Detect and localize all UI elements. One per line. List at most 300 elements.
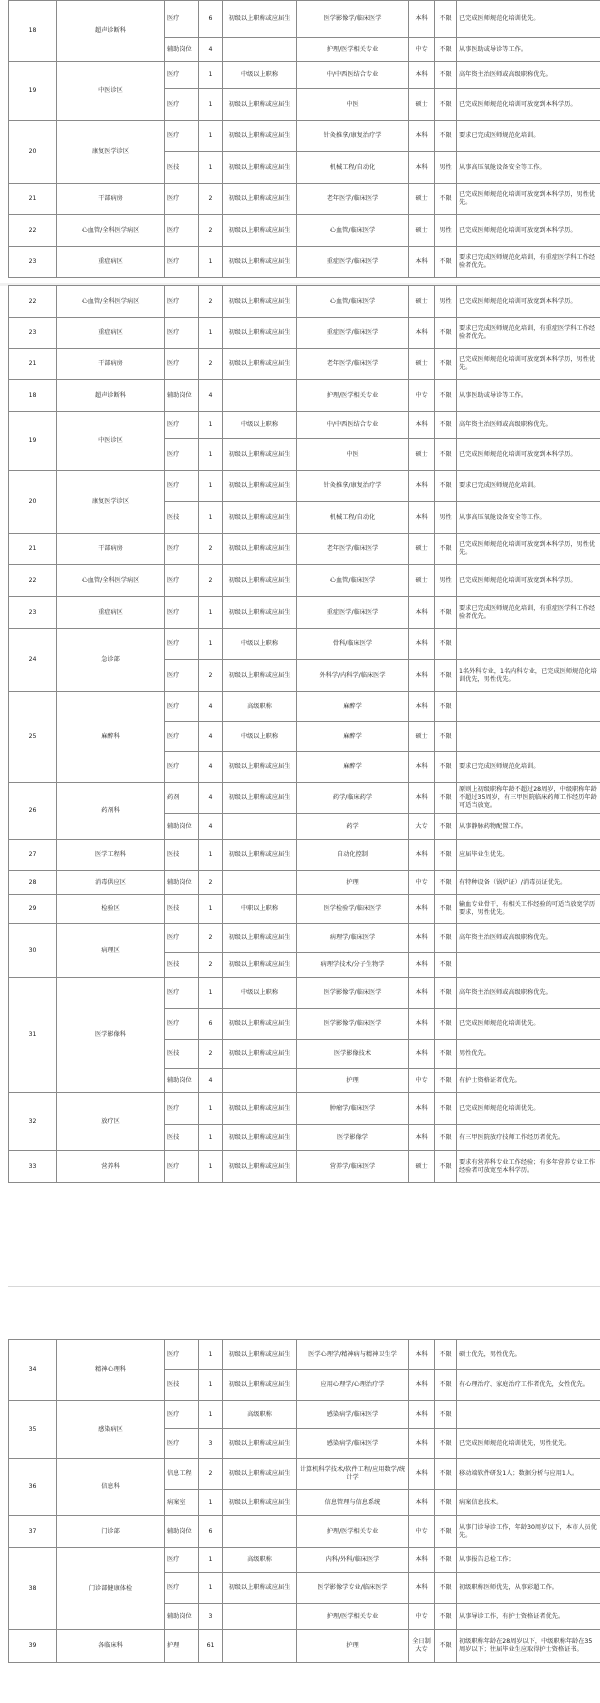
department-cell: 重症病区 [57,318,165,349]
gender-cell: 不限 [435,318,457,349]
major-cell: 外科学/内科学/临床医学 [297,660,409,692]
table-row [9,978,600,1009]
title-requirement-cell [223,814,297,840]
gender-cell: 不限 [435,1040,457,1069]
table-row [9,1630,600,1663]
major-cell: 医学影像学/临床医学 [297,1,409,38]
post-type-cell: 医技 [165,152,199,184]
post-type-cell: 医技 [165,840,199,871]
gender-cell: 不限 [435,1429,457,1459]
post-type-cell: 医疗 [165,1548,199,1573]
education-cell: 本科 [409,660,435,692]
gender-cell: 不限 [435,349,457,380]
table-row [9,184,600,215]
post-id-cell: 21 [9,534,57,565]
title-requirement-cell: 初级以上职称或应届生 [223,152,297,184]
table-row [9,871,600,895]
major-cell: 心血管/临床医学 [297,215,409,247]
headcount-cell: 61 [199,1630,223,1663]
major-cell: 针灸推拿/康复治疗学 [297,121,409,152]
title-requirement-cell: 初级以上职称或应届生 [223,247,297,278]
department-cell: 康复医学诊区 [57,471,165,534]
department-cell: 麻醉科 [57,692,165,783]
gender-cell: 男性 [435,502,457,534]
recruitment-table-bottom [8,1339,600,1663]
title-requirement-cell: 初级以上职称或应届生 [223,1125,297,1151]
post-id-cell: 34 [9,1340,57,1401]
major-cell: 护理 [297,1069,409,1093]
table-section-bottom [8,1339,600,1663]
major-cell: 麻醉学 [297,752,409,783]
title-requirement-cell: 初级以上职称或应届生 [223,349,297,380]
post-id-cell: 38 [9,1548,57,1630]
department-cell: 干部病房 [57,349,165,380]
gender-cell: 不限 [435,1340,457,1370]
education-cell: 本科 [409,1340,435,1370]
table-row [9,1093,600,1125]
table-row [9,1401,600,1429]
table-row [9,783,600,814]
table-section-main [8,285,600,1183]
major-cell: 医学影像学/临床医学 [297,1009,409,1040]
title-requirement-cell: 初级以上职称或应届生 [223,1040,297,1069]
headcount-cell: 1 [199,978,223,1009]
post-type-cell: 医疗 [165,439,199,471]
headcount-cell: 1 [199,152,223,184]
post-id-cell: 22 [9,286,57,318]
headcount-cell: 1 [199,121,223,152]
post-id-cell: 23 [9,597,57,629]
title-requirement-cell [223,1516,297,1548]
post-type-cell: 医疗 [165,318,199,349]
major-cell: 老年医学/临床医学 [297,534,409,565]
requirement-cell: 已完成医师规范化培训可放宽到本科学历。 [457,565,600,597]
post-id-cell: 20 [9,471,57,534]
gender-cell: 不限 [435,1490,457,1516]
table-row [9,924,600,953]
title-requirement-cell: 初级以上职称或应届生 [223,318,297,349]
department-cell: 感染病区 [57,1401,165,1459]
department-cell: 超声诊断科 [57,380,165,412]
education-cell: 硕士 [409,286,435,318]
post-type-cell: 辅助岗位 [165,380,199,412]
major-cell: 针灸推拿/康复治疗学 [297,471,409,502]
headcount-cell: 3 [199,1429,223,1459]
education-cell: 全日制大专 [409,1630,435,1663]
post-type-cell: 辅助岗位 [165,1069,199,1093]
post-type-cell: 医疗 [165,629,199,660]
gender-cell: 不限 [435,121,457,152]
requirement-cell: 高年资主治医师或高级职称优先。 [457,924,600,953]
department-cell: 干部病房 [57,534,165,565]
gender-cell: 不限 [435,38,457,62]
department-cell: 中医诊区 [57,412,165,471]
title-requirement-cell [223,1630,297,1663]
title-requirement-cell: 中级以上职称 [223,978,297,1009]
major-cell: 应用心理学/心理治疗学 [297,1370,409,1401]
post-type-cell: 医技 [165,1370,199,1401]
table-row [9,840,600,871]
headcount-cell: 1 [199,1401,223,1429]
requirement-cell: 硕士优先，男性优先。 [457,1340,600,1370]
gender-cell: 不限 [435,62,457,89]
major-cell: 老年医学/临床医学 [297,184,409,215]
headcount-cell: 2 [199,871,223,895]
table-row [9,412,600,439]
requirement-cell: 从事导诊工作，有护士资格证者优先。 [457,1604,600,1630]
post-type-cell: 辅助岗位 [165,1516,199,1548]
education-cell: 大专 [409,814,435,840]
headcount-cell: 2 [199,534,223,565]
post-type-cell: 病案室 [165,1490,199,1516]
title-requirement-cell: 初级以上职称或应届生 [223,1429,297,1459]
post-id-cell: 25 [9,692,57,783]
gender-cell: 不限 [435,660,457,692]
recruitment-table-main [8,285,600,1183]
major-cell: 护理 [297,871,409,895]
requirement-cell: 要求已完成医师规范化培训。 [457,121,600,152]
requirement-cell: 从事门诊导诊工作，年龄30周岁以下，本市人员优先。 [457,1516,600,1548]
post-type-cell: 医疗 [165,121,199,152]
gender-cell: 不限 [435,871,457,895]
headcount-cell: 2 [199,660,223,692]
gender-cell: 不限 [435,840,457,871]
education-cell: 本科 [409,412,435,439]
major-cell: 心血管/临床医学 [297,286,409,318]
post-type-cell: 护理 [165,1630,199,1663]
headcount-cell: 1 [199,840,223,871]
post-id-cell: 31 [9,978,57,1093]
table-row [9,597,600,629]
post-type-cell: 医疗 [165,565,199,597]
gender-cell: 不限 [435,412,457,439]
requirement-cell: 从事静脉药物配置工作。 [457,814,600,840]
headcount-cell: 3 [199,1604,223,1630]
post-type-cell: 医技 [165,895,199,924]
requirement-cell [457,629,600,660]
education-cell: 本科 [409,629,435,660]
title-requirement-cell: 初级以上职称或应届生 [223,1093,297,1125]
title-requirement-cell: 初级以上职称或应届生 [223,840,297,871]
major-cell: 肿瘤学/临床医学 [297,1093,409,1125]
department-cell: 病理区 [57,924,165,978]
gender-cell: 不限 [435,722,457,752]
title-requirement-cell: 高级职称 [223,692,297,722]
education-cell: 本科 [409,1548,435,1573]
major-cell: 药学 [297,814,409,840]
post-type-cell: 辅助岗位 [165,38,199,62]
gender-cell: 不限 [435,1548,457,1573]
headcount-cell: 6 [199,1516,223,1548]
table-row [9,318,600,349]
post-id-cell: 27 [9,840,57,871]
table-row [9,121,600,152]
major-cell: 心血管/临床医学 [297,565,409,597]
gender-cell: 不限 [435,1401,457,1429]
headcount-cell: 4 [199,722,223,752]
table-row [9,1548,600,1573]
title-requirement-cell: 初级以上职称或应届生 [223,1340,297,1370]
title-requirement-cell: 初级以上职称或应届生 [223,1009,297,1040]
department-cell: 消毒供应区 [57,871,165,895]
post-type-cell: 医疗 [165,660,199,692]
table-row [9,380,600,412]
gender-cell: 男性 [435,286,457,318]
major-cell: 感染病学/临床医学 [297,1429,409,1459]
major-cell: 护理/医学相关专业 [297,1604,409,1630]
major-cell: 护理/医学相关专业 [297,1516,409,1548]
requirement-cell [457,692,600,722]
requirement-cell [457,953,600,978]
gender-cell: 男性 [435,215,457,247]
title-requirement-cell: 初级以上职称或应届生 [223,597,297,629]
title-requirement-cell: 初级以上职称或应届生 [223,924,297,953]
education-cell: 本科 [409,502,435,534]
post-type-cell: 医疗 [165,89,199,121]
education-cell: 硕士 [409,184,435,215]
title-requirement-cell: 初级以上职称或应届生 [223,1,297,38]
headcount-cell: 4 [199,38,223,62]
education-cell: 本科 [409,318,435,349]
requirement-cell: 1名外科专业，1名内科专业，已完成医师规范化培训优先，男性优先。 [457,660,600,692]
major-cell: 老年医学/临床医学 [297,349,409,380]
post-type-cell: 医疗 [165,1340,199,1370]
education-cell: 硕士 [409,565,435,597]
requirement-cell: 从事高压氧舱设备安全等工作。 [457,152,600,184]
table-row [9,349,600,380]
gender-cell: 不限 [435,953,457,978]
department-cell: 门诊部健康体检 [57,1548,165,1630]
education-cell: 本科 [409,783,435,814]
table-row [9,247,600,278]
requirement-cell: 高年资主治医师或高级职称优先。 [457,62,600,89]
table-row [9,565,600,597]
post-type-cell: 医疗 [165,1093,199,1125]
requirement-cell: 有特种设备（锅炉证）/消毒员证优先。 [457,871,600,895]
post-type-cell: 信息工程 [165,1459,199,1490]
post-id-cell: 30 [9,924,57,978]
gender-cell: 不限 [435,629,457,660]
requirement-cell: 已完成医师规范化培训可放宽到本科学历，男性优先。 [457,184,600,215]
requirement-cell: 从事医助或导诊等工作。 [457,38,600,62]
major-cell: 中医 [297,439,409,471]
post-id-cell: 39 [9,1630,57,1663]
gender-cell: 不限 [435,471,457,502]
post-type-cell: 医疗 [165,1,199,38]
title-requirement-cell: 初级以上职称或应届生 [223,660,297,692]
education-cell: 本科 [409,1093,435,1125]
education-cell: 中专 [409,1604,435,1630]
requirement-cell: 有护士资格证者优先。 [457,1069,600,1093]
gender-cell: 不限 [435,1604,457,1630]
major-cell: 中医 [297,89,409,121]
major-cell: 医学影像技术 [297,1040,409,1069]
title-requirement-cell [223,1069,297,1093]
requirement-cell: 有心理治疗、家庭治疗工作者优先，女性优先。 [457,1370,600,1401]
title-requirement-cell: 中级以上职称 [223,722,297,752]
post-id-cell: 22 [9,565,57,597]
post-type-cell: 医技 [165,502,199,534]
headcount-cell: 1 [199,629,223,660]
title-requirement-cell [223,380,297,412]
post-id-cell: 21 [9,184,57,215]
requirement-cell: 已完成医师规范化培训可放宽到本科学历。 [457,215,600,247]
gender-cell: 不限 [435,1151,457,1183]
major-cell: 自动化控制 [297,840,409,871]
education-cell: 本科 [409,692,435,722]
post-id-cell: 23 [9,318,57,349]
education-cell: 硕士 [409,89,435,121]
major-cell: 麻醉学 [297,722,409,752]
education-cell: 硕士 [409,349,435,380]
page-edge-line [8,1286,600,1287]
education-cell: 本科 [409,121,435,152]
post-type-cell: 药剂 [165,783,199,814]
gender-cell: 不限 [435,895,457,924]
major-cell: 机械工程/自动化 [297,502,409,534]
post-type-cell: 医疗 [165,1151,199,1183]
headcount-cell: 1 [199,1573,223,1604]
headcount-cell: 4 [199,692,223,722]
post-id-cell: 18 [9,1,57,62]
post-id-cell: 36 [9,1459,57,1516]
education-cell: 中专 [409,1069,435,1093]
requirement-cell: 输血专业骨干，有相关工作经验的可适当放宽学历要求，男性优先。 [457,895,600,924]
headcount-cell: 2 [199,349,223,380]
post-type-cell: 医疗 [165,247,199,278]
major-cell: 医学影像学/临床医学 [297,978,409,1009]
post-type-cell: 医疗 [165,692,199,722]
education-cell: 本科 [409,1,435,38]
title-requirement-cell: 初级以上职称或应届生 [223,1370,297,1401]
gender-cell: 不限 [435,783,457,814]
department-cell: 药剂科 [57,783,165,840]
gender-cell: 不限 [435,1370,457,1401]
department-cell: 心血管/全科医学病区 [57,215,165,247]
requirement-cell: 初级职称年龄在28周岁以下，中级职称年龄在35周岁以下；往届毕业生应取得护士资格证书。 [457,1630,600,1663]
gender-cell: 不限 [435,89,457,121]
education-cell: 中专 [409,38,435,62]
requirement-cell: 高年资主治医师或高级职称优先。 [457,412,600,439]
post-type-cell: 医疗 [165,978,199,1009]
post-type-cell: 医疗 [165,752,199,783]
education-cell: 硕士 [409,1151,435,1183]
table-row [9,286,600,318]
title-requirement-cell: 中职以上职称 [223,895,297,924]
post-id-cell: 33 [9,1151,57,1183]
gender-cell: 不限 [435,1516,457,1548]
requirement-cell: 已完成医师规范化培训优先。 [457,1009,600,1040]
table-row [9,1,600,38]
title-requirement-cell: 高级职称 [223,1548,297,1573]
post-type-cell: 医疗 [165,924,199,953]
requirement-cell: 要求已完成医师规范化培训。 [457,471,600,502]
post-type-cell: 医疗 [165,412,199,439]
post-type-cell: 辅助岗位 [165,814,199,840]
table-row [9,1340,600,1370]
major-cell: 机械工程/自动化 [297,152,409,184]
headcount-cell: 2 [199,184,223,215]
headcount-cell: 1 [199,597,223,629]
headcount-cell: 4 [199,380,223,412]
gender-cell: 不限 [435,1125,457,1151]
major-cell: 营养学/临床医学 [297,1151,409,1183]
headcount-cell: 6 [199,1009,223,1040]
education-cell: 本科 [409,1040,435,1069]
post-type-cell: 医疗 [165,471,199,502]
gender-cell: 不限 [435,924,457,953]
major-cell: 病理学技术/分子生物学 [297,953,409,978]
title-requirement-cell: 初级以上职称或应届生 [223,502,297,534]
requirement-cell: 要求已完成医师规范化培训，有重症医学科工作经验者优先。 [457,247,600,278]
gender-cell: 不限 [435,1630,457,1663]
gender-cell: 不限 [435,692,457,722]
post-id-cell: 19 [9,62,57,121]
post-type-cell: 医疗 [165,349,199,380]
department-cell: 康复医学诊区 [57,121,165,184]
headcount-cell: 1 [199,318,223,349]
headcount-cell: 1 [199,471,223,502]
education-cell: 本科 [409,247,435,278]
table-row [9,471,600,502]
title-requirement-cell: 初级以上职称或应届生 [223,471,297,502]
requirement-cell: 已完成医师规范化培训可放宽到本科学历，男性优先。 [457,534,600,565]
education-cell: 硕士 [409,215,435,247]
major-cell: 医学心理学/精神病与精神卫生学 [297,1340,409,1370]
department-cell: 营养科 [57,1151,165,1183]
major-cell: 药学/临床药学 [297,783,409,814]
major-cell: 护理 [297,1630,409,1663]
title-requirement-cell: 初级以上职称或应届生 [223,1573,297,1604]
requirement-cell: 有三甲医院放疗技师工作经历者优先。 [457,1125,600,1151]
gender-cell: 不限 [435,1573,457,1604]
headcount-cell: 1 [199,1370,223,1401]
department-cell: 急诊部 [57,629,165,692]
education-cell: 本科 [409,924,435,953]
post-type-cell: 医疗 [165,1009,199,1040]
headcount-cell: 2 [199,1459,223,1490]
headcount-cell: 1 [199,62,223,89]
major-cell: 内科/外科/临床医学 [297,1548,409,1573]
headcount-cell: 1 [199,412,223,439]
post-type-cell: 医疗 [165,722,199,752]
title-requirement-cell: 初级以上职称或应届生 [223,215,297,247]
headcount-cell: 1 [199,247,223,278]
requirement-cell: 从事高压氧舱设备安全等工作。 [457,502,600,534]
headcount-cell: 1 [199,1340,223,1370]
post-type-cell: 医技 [165,953,199,978]
requirement-cell: 已完成医师规范化培训优先。 [457,1,600,38]
gender-cell: 男性 [435,565,457,597]
post-id-cell: 19 [9,412,57,471]
education-cell: 中专 [409,380,435,412]
post-id-cell: 26 [9,783,57,840]
post-type-cell: 医疗 [165,534,199,565]
title-requirement-cell: 初级以上职称或应届生 [223,89,297,121]
headcount-cell: 2 [199,924,223,953]
major-cell: 护理/医学相关专业 [297,380,409,412]
education-cell: 本科 [409,1429,435,1459]
gender-cell: 不限 [435,1093,457,1125]
major-cell: 重症医学/临床医学 [297,597,409,629]
major-cell: 感染病学/临床医学 [297,1401,409,1429]
gender-cell: 不限 [435,439,457,471]
title-requirement-cell [223,1604,297,1630]
education-cell: 硕士 [409,439,435,471]
title-requirement-cell: 中级以上职称 [223,62,297,89]
table-row [9,1459,600,1490]
requirement-cell: 移动端软件研发1人；数据分析与应用1人。 [457,1459,600,1490]
